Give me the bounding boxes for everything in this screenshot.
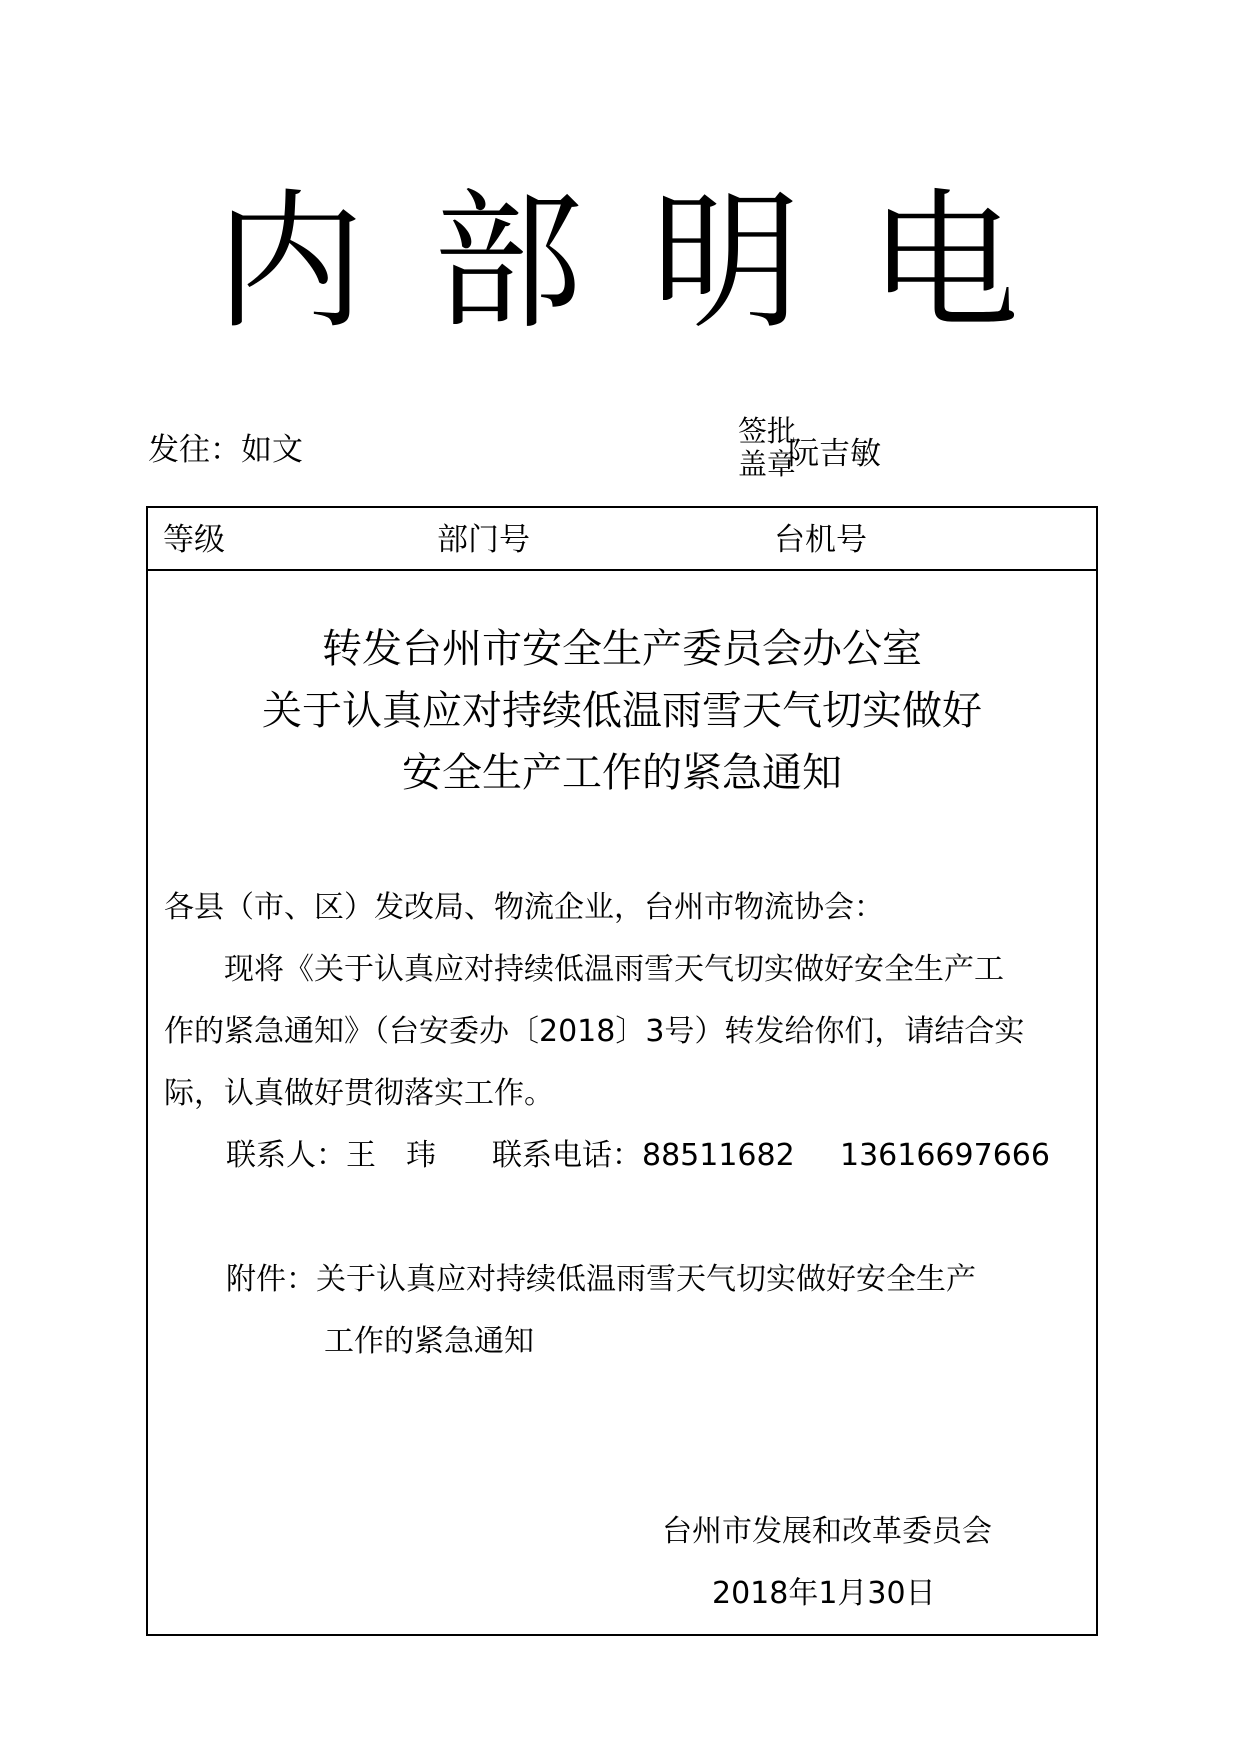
- body-line: 现将《关于认真应对持续低温雨雪天气切实做好安全生产工: [224, 952, 1004, 987]
- title-char: 明: [651, 176, 802, 350]
- body-line: 际，认真做好贯彻落实工作。: [164, 1076, 554, 1111]
- notice-title-line: 关于认真应对持续低温雨雪天气切实做好: [262, 688, 982, 734]
- send-to-label: 发往：如文: [148, 432, 303, 468]
- notice-title: [146, 618, 1098, 804]
- body-line: 作的紧急通知》（台安委办〔2018〕3号）转发给你们，请结合实: [164, 1014, 1025, 1049]
- header-divider: [146, 569, 1098, 571]
- addressee: 各县（市、区）发改局、物流企业，台州市物流协会：: [164, 890, 884, 925]
- contact-mobile: 13616697666: [840, 1138, 1050, 1173]
- issuer: 台州市发展和改革委员会: [662, 1514, 992, 1549]
- title-char: 部: [433, 176, 584, 350]
- contact-person: 联系人：王 玮: [226, 1138, 436, 1173]
- dept-number-label: 部门号: [437, 522, 530, 558]
- notice-title-line: 安全生产工作的紧急通知: [402, 750, 842, 796]
- signer-name: 阮吉敏: [788, 436, 881, 472]
- machine-number-label: 台机号: [774, 522, 867, 558]
- title-char: 电: [869, 176, 1020, 350]
- sign-label-line-2: 盖章: [738, 447, 797, 481]
- sign-label-line-1: 签批: [738, 414, 797, 448]
- contact-phone: 联系电话：88511682: [492, 1138, 795, 1173]
- grade-label: 等级: [163, 522, 225, 558]
- attachment-line: 工作的紧急通知: [324, 1324, 534, 1359]
- notice-title-line: 转发台州市安全生产委员会办公室: [322, 626, 922, 672]
- attachment-line: 附件：关于认真应对持续低温雨雪天气切实做好安全生产: [226, 1262, 976, 1297]
- issue-date: 2018年1月30日: [712, 1576, 936, 1611]
- title-char: 内: [215, 176, 366, 350]
